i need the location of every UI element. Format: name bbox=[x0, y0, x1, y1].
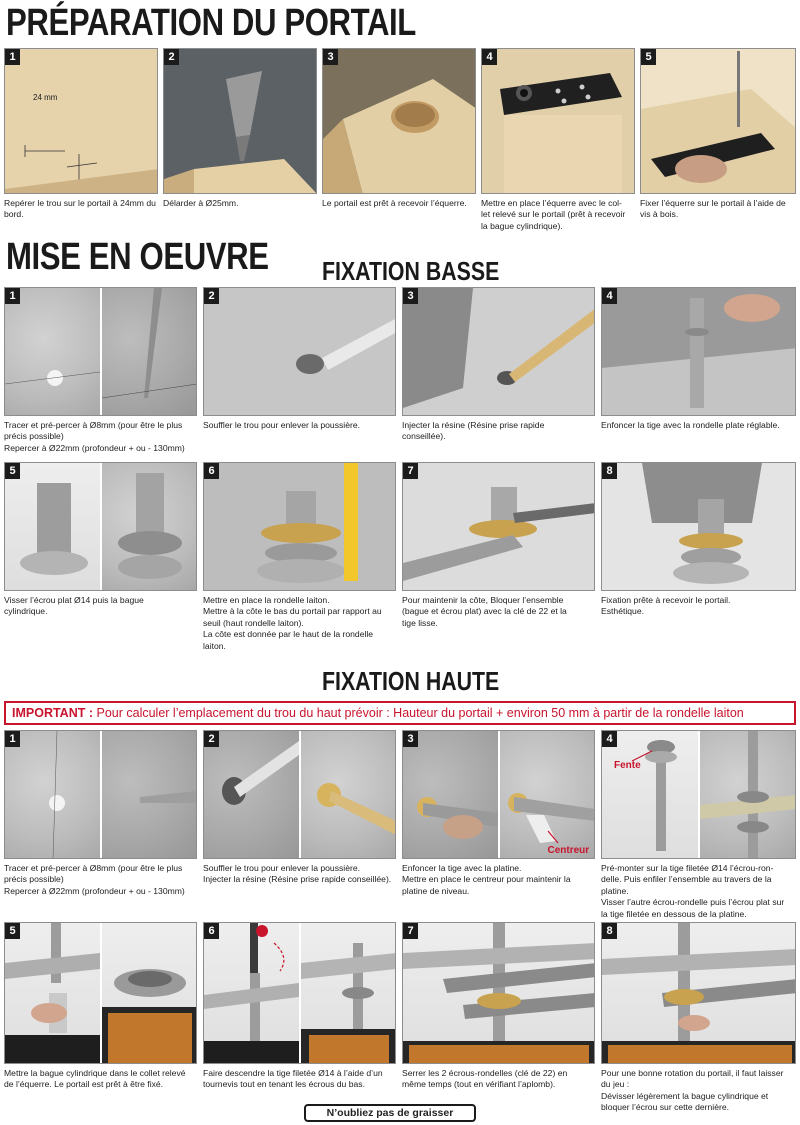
step-caption: Repérer le trou sur le portail à 24mm du bord. bbox=[4, 198, 156, 220]
step-caption: Le portail est prêt à recevoir l’équerre. bbox=[322, 198, 467, 208]
haute-photo-1 bbox=[4, 730, 197, 859]
screwdriver-image bbox=[204, 923, 299, 1063]
step-caption: Pour maintenir la côte, Bloquer l’ensemble (bague et écrou plat) avec la clé de 22 et la tige lisse. bbox=[402, 595, 567, 628]
haute-step-3 bbox=[402, 730, 595, 897]
step-number: 6 bbox=[204, 923, 219, 939]
haute-photo-8 bbox=[601, 922, 796, 1064]
step-number: 2 bbox=[204, 731, 219, 747]
step-caption: Mettre en place l’équerre avec le col- let relevé sur le portail (prêt à recevoir la bague cylindrique). bbox=[481, 198, 626, 231]
inserting-rod-image bbox=[602, 288, 795, 415]
basse-photo-5 bbox=[4, 462, 197, 591]
basse-step-7 bbox=[402, 462, 595, 629]
cylinder-ring-image bbox=[100, 463, 197, 590]
basse-step-6 bbox=[203, 462, 396, 652]
step-number: 1 bbox=[5, 731, 20, 747]
basse-step-5 bbox=[4, 462, 197, 618]
prep-photo-4 bbox=[481, 48, 635, 194]
bored-post-image bbox=[323, 49, 475, 193]
wall-plate-image bbox=[403, 731, 498, 858]
haute-step-2 bbox=[203, 730, 396, 886]
step-caption: Enfoncer la tige avec la platine. Mettre en place le centreur pour maintenir la platine de niveau. bbox=[402, 863, 571, 896]
step-caption: Visser l’écrou plat Ø14 puis la bague cylindrique. bbox=[4, 595, 144, 617]
step-number: 4 bbox=[602, 731, 617, 747]
step-caption: Délarder à Ø25mm. bbox=[163, 198, 239, 208]
fente-label: Fente bbox=[614, 760, 641, 771]
step-number: 3 bbox=[403, 731, 418, 747]
prep-step-2 bbox=[163, 48, 317, 209]
gate-ready-image bbox=[100, 923, 197, 1063]
preparation-title: PRÉPARATION DU PORTAIL bbox=[6, 2, 416, 44]
step-caption: Mettre la bague cylindrique dans le collet relevé de l’équerre. Le portail est prêt à être fixé. bbox=[4, 1068, 186, 1090]
haute-step-6 bbox=[203, 922, 396, 1091]
haute-step-7 bbox=[402, 922, 595, 1091]
basse-photo-4 bbox=[601, 287, 796, 416]
grease-reminder: N’oubliez pas de graisser bbox=[304, 1104, 476, 1122]
prep-step-1 bbox=[4, 48, 158, 221]
step-number: 2 bbox=[164, 49, 179, 65]
haute-step-4 bbox=[601, 730, 796, 920]
important-text: Pour calculer l’emplacement du trou du haut prévoir : Hauteur du portail + environ 50 mm à partir de la rondelle laiton bbox=[96, 706, 744, 720]
rod-through-plate-image bbox=[698, 731, 796, 858]
haute-photo-2 bbox=[203, 730, 396, 859]
step-caption: Mettre en place la rondelle laiton. Mettre à la côte le bas du portail par rapport au seuil (haut rondelle laiton). La côte est donnée par le haut de la rondelle laiton. bbox=[203, 595, 382, 651]
step-caption: Faire descendre la tige filetée Ø14 à l’aide d’un tournevis tout en tenant les écrous du bas. bbox=[203, 1068, 383, 1090]
step-caption: Fixer l’équerre sur le portail à l’aide de vis à bois. bbox=[640, 198, 786, 220]
step-caption: Tracer et pré-percer à Ø8mm (pour être le plus précis possible) Repercer à Ø22mm (profondeur + ou - 130mm) bbox=[4, 863, 185, 896]
step-caption: Enfoncer la tige avec la rondelle plate réglable. bbox=[601, 420, 780, 430]
haute-photo-3 bbox=[402, 730, 595, 859]
step-number: 1 bbox=[5, 49, 20, 65]
brass-washer-image bbox=[204, 463, 395, 590]
important-banner bbox=[4, 701, 796, 725]
step-caption: Serrer les 2 écrous-rondelles (clé de 22) en même temps (tout en vérifiant l’aplomb). bbox=[402, 1068, 568, 1090]
step-number: 8 bbox=[602, 923, 617, 939]
step-number: 3 bbox=[403, 288, 418, 304]
basse-photo-3 bbox=[402, 287, 595, 416]
haute-step-1 bbox=[4, 730, 197, 897]
basse-photo-8 bbox=[601, 462, 796, 591]
marked-hole-image bbox=[5, 288, 100, 415]
step-number: 7 bbox=[403, 463, 418, 479]
basse-photo-1 bbox=[4, 287, 197, 416]
step-number: 5 bbox=[5, 463, 20, 479]
step-number: 5 bbox=[641, 49, 656, 65]
drilling-image bbox=[100, 288, 197, 415]
blowing-hole-image bbox=[204, 288, 395, 415]
prep-photo-1 bbox=[4, 48, 158, 194]
step-number: 8 bbox=[602, 463, 617, 479]
haute-step-5 bbox=[4, 922, 197, 1091]
wall-blowing-image bbox=[204, 731, 299, 858]
step-number: 2 bbox=[204, 288, 219, 304]
step-caption: Pour une bonne rotation du portail, il faut laisser du jeu : Dévisser légèrement la bague cylindrique et bloquer l’écrou sur cette dernière. bbox=[601, 1068, 784, 1113]
mise-en-oeuvre-title: MISE EN OEUVRE bbox=[6, 236, 269, 278]
step-number: 4 bbox=[602, 288, 617, 304]
fixation-basse-title: FIXATION BASSE bbox=[322, 256, 500, 286]
haute-photo-7 bbox=[402, 922, 595, 1064]
nuts-holding-image bbox=[299, 923, 396, 1063]
wrench-lock-image bbox=[403, 463, 594, 590]
haute-step-8 bbox=[601, 922, 796, 1114]
basse-photo-6 bbox=[203, 462, 396, 591]
resin-injection-image bbox=[403, 288, 594, 415]
basse-step-2 bbox=[203, 287, 396, 431]
haute-photo-6 bbox=[203, 922, 396, 1064]
basse-step-8 bbox=[601, 462, 796, 618]
haute-photo-4 bbox=[601, 730, 796, 859]
bracket-on-post-image bbox=[482, 49, 634, 193]
bracket-collar-image bbox=[5, 923, 100, 1063]
prep-step-4 bbox=[481, 48, 635, 232]
step-caption: Fixation prête à recevoir le portail. Esthétique. bbox=[601, 595, 731, 617]
flat-nut-image bbox=[5, 463, 100, 590]
step-caption: Injecter la résine (Résine prise rapide conseillée). bbox=[402, 420, 545, 442]
prep-step-5 bbox=[640, 48, 796, 221]
fixation-ready-image bbox=[602, 463, 795, 590]
step-caption: Souffler le trou pour enlever la poussière. Injecter la résine (Résine prise rapide conseillée). bbox=[203, 863, 392, 885]
basse-step-1 bbox=[4, 287, 197, 454]
centreur-image bbox=[498, 731, 595, 858]
step-number: 1 bbox=[5, 288, 20, 304]
threaded-rod-image bbox=[602, 731, 698, 858]
centreur-label: Centreur bbox=[547, 845, 590, 856]
basse-step-4 bbox=[601, 287, 796, 431]
step-caption: Souffler le trou pour enlever la poussière. bbox=[203, 420, 361, 430]
step-number: 4 bbox=[482, 49, 497, 65]
step-caption: Tracer et pré-percer à Ø8mm (pour être le plus précis possible) Repercer à Ø22mm (profondeur + ou - 130mm) bbox=[4, 420, 185, 453]
final-adjust-image bbox=[602, 923, 795, 1063]
prep-photo-5 bbox=[640, 48, 796, 194]
basse-photo-2 bbox=[203, 287, 396, 416]
measure-label: 24 mm bbox=[33, 93, 58, 102]
step-number: 3 bbox=[323, 49, 338, 65]
basse-photo-7 bbox=[402, 462, 595, 591]
prep-step-3 bbox=[322, 48, 476, 209]
screwing-bracket-image bbox=[641, 49, 795, 193]
fixation-haute-title: FIXATION HAUTE bbox=[322, 666, 500, 696]
important-label: IMPORTANT : bbox=[12, 706, 94, 720]
basse-step-3 bbox=[402, 287, 595, 443]
prep-photo-3 bbox=[322, 48, 476, 194]
step-number: 6 bbox=[204, 463, 219, 479]
wood-post-image bbox=[5, 49, 157, 193]
step-caption: Pré-monter sur la tige filetée Ø14 l’écrou-ron- delle. Puis enfiler l’ensemble au travers de la platine. Visser l’autre écrou-rondelle puis l’écrou plat sur la tige filetée en dessous de la platine. bbox=[601, 863, 785, 919]
double-wrench-image bbox=[403, 923, 594, 1063]
wall-resin-image bbox=[299, 731, 396, 858]
drill-bit-image bbox=[164, 49, 316, 193]
step-number: 7 bbox=[403, 923, 418, 939]
wall-drilling-image bbox=[100, 731, 197, 858]
prep-photo-2 bbox=[163, 48, 317, 194]
step-number: 5 bbox=[5, 923, 20, 939]
haute-photo-5 bbox=[4, 922, 197, 1064]
wall-marked-image bbox=[5, 731, 100, 858]
